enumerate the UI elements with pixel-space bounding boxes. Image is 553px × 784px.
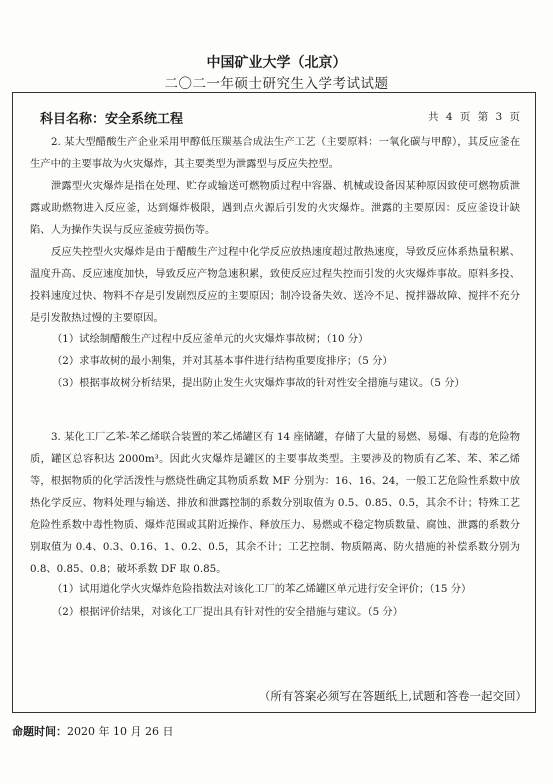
question-2-subquestion: （1）试绘制醋酸生产过程中反应釜单元的火灾爆炸事故树；（10 分） bbox=[52, 333, 369, 345]
page-info: 共 4 页 第 3 页 bbox=[428, 111, 521, 123]
exam-date-label: 命题时间： bbox=[12, 725, 67, 738]
question-3-subquestion: （1）试用道化学火灾爆炸危险指数法对该化工厂的苯乙烯罐区单元进行安全评价；（15 分） bbox=[52, 583, 472, 595]
question-2-leak-explanation: 泄露型火灾爆炸是指在处理、贮存或输送可燃物质过程中容器、机械或设备因某种原因致使可燃物质泄露或助燃物进入反应釜，达到爆炸极限，遇到点火源后引发的火灾爆炸。泄露的主要原因：反应釜设计缺陷、人为操作失误与反应釜疲劳损伤等。 bbox=[30, 180, 520, 236]
answer-instruction: （所有答案必须写在答题纸上,试题和答卷一起交回） bbox=[258, 689, 527, 703]
question-3-intro: 3. 某化工厂乙苯-苯乙烯联合装置的苯乙烯罐区有 14 座储罐，存储了大量的易燃、易爆、有毒的危险物质，罐区总容积达 2000m³。因此火灾爆炸是罐区的主要事故类型。主要涉及的物质有乙苯、苯、苯乙烯等，根据物质的化学活泼性与燃烧性确定其物质系数 MF 分别为：16、16、24，一般工艺危险性系数中放热化学反应、物料处理与输送、排放和泄露控制的系数分别取值为 0.5、0.85、0.5，其余不计；特殊工艺危险性系数中毒性物质、爆炸范围或其附近操作、释放压力、易燃或不稳定物质数量、腐蚀、泄露的系数分别取值为 0.4、0.3、0.16、1、0.2、0.5，其余不计；工艺控制、物质隔离、防火措施的补偿系数分别为 0.8、0.85、0.8；破坏系数 DF 取 0.85。 bbox=[30, 431, 520, 575]
exam-title: 二〇二一年硕士研究生入学考试试题 bbox=[164, 76, 389, 92]
question-2-runaway-explanation: 反应失控型火灾爆炸是由于醋酸生产过程中化学反应放热速度超过散热速度，导致反应体系热量积累、温度升高、反应速度加快，导致反应产物急速积累，致使反应过程失控而引发的火灾爆炸事故。原料多投、投料速度过快、物料不存是引发剧烈反应的主要原因；制冷设备失效、送冷不足、搅拌器故障、搅拌不充分是引发散热过慢的主要原因。 bbox=[30, 246, 520, 324]
university-name: 中国矿业大学（北京） bbox=[206, 55, 347, 71]
subject-name: 科目名称：安全系统工程 bbox=[40, 112, 184, 127]
exam-date bbox=[12, 723, 173, 739]
question-2-intro: 2. 某大型醋酸生产企业采用甲醇低压羰基合成法生产工艺（主要原料：一氧化碳与甲醇），其反应釜在生产中的主要事故为火灾爆炸，其主要类型为泄露型与反应失控型。 bbox=[30, 136, 520, 170]
exam-date-value: 2020 年 10 月 26 日 bbox=[67, 725, 174, 738]
question-2-subquestion: （2）求事故树的最小割集，并对其基本事件进行结构重要度排序；（5 分） bbox=[52, 355, 393, 367]
question-3-subquestion: （2）根据评价结果，对该化工厂提出具有针对性的安全措施与建议。（5 分） bbox=[52, 606, 404, 618]
question-2-subquestion: （3）根据事故树分析结果，提出防止发生火灾爆炸事故的针对性安全措施与建议。（5 分） bbox=[52, 377, 465, 389]
